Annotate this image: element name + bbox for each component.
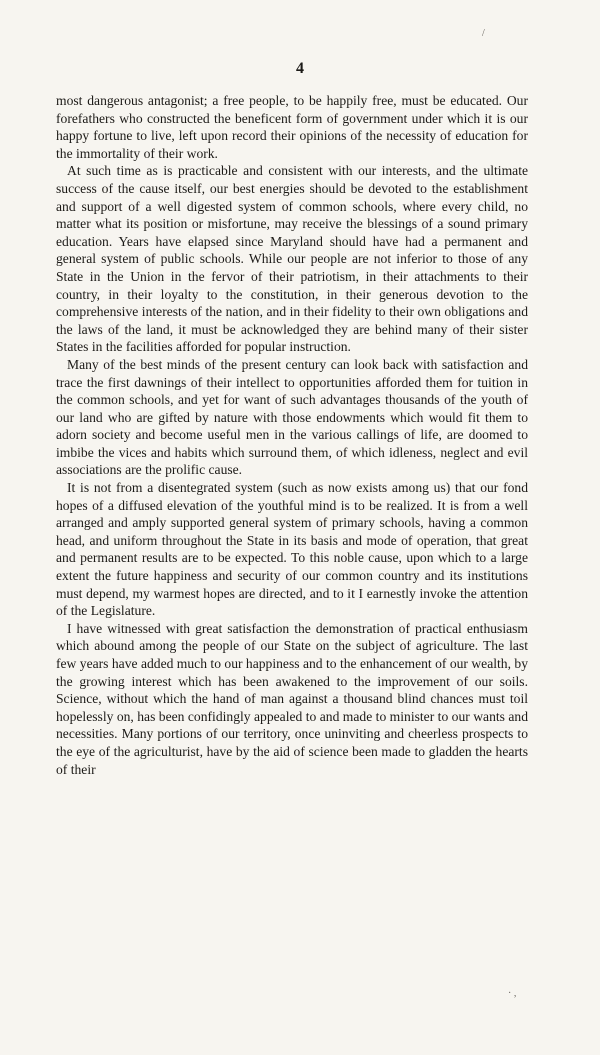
paragraph-5: I have witnessed with great satisfaction the demonstration of practical enthusiasm which abound among the people of our State on the subject of agriculture. The last few years have added much to our happiness and to the enhancement of our wealth, by the growing interest which has been awakened to the improvement of our soils. Science, without which the hand of man against a thousand blind chances must toil hopelessly on, has been confidingly appealed to and made to minister to our wants and necessities. Many portions of our territory, once uninviting and cheerless prospects to the eye of the agriculturist, have by the aid of science been made to gladden the hearts of their bbox=[56, 620, 528, 777]
body-text bbox=[56, 92, 528, 778]
paragraph-1: most dangerous antagonist; a free people, to be happily free, must be educated. Our forefathers who constructed the beneficent form of government under which it is our happy fortune to live, left upon record their opinions of the necessity of education for the immortality of their work. bbox=[56, 93, 528, 161]
page-number: 4 bbox=[296, 60, 304, 77]
paragraph-3: Many of the best minds of the present century can look back with satisfaction and trace the first dawnings of their intellect to opportunities afforded them for tuition in the common schools, and yet for want of such advantages thousands of the youth of our land who are gifted by nature with those endowments which would fit them to adorn society and become useful men in the various callings of life, are doomed to imbibe the vices and habits which surround them, of which idleness, neglect and evil associations are the prolific cause. bbox=[56, 356, 528, 478]
margin-mark-top: / bbox=[482, 28, 485, 39]
paragraph-4: It is not from a disentegrated system (such as now exists among us) that our fond hopes of a diffused elevation of the youthful mind is to be realized. It is from a well arranged and amply supported general system of primary schools, having a common head, and uniform throughout the State in its basis and mode of operation, that great and permanent results are to be expected. To this noble cause, upon which to a large extent the future happiness and security of our common country and its institutions must depend, my warmest hopes are directed, and to it I earnestly invoke the attention of the Legislature. bbox=[56, 480, 528, 619]
margin-mark-bottom: · , bbox=[508, 988, 517, 999]
paragraph-2: At such time as is practicable and consistent with our interests, and the ultimate success of the cause itself, our best energies should be devoted to the establishment and support of a well digested system of common schools, where every child, no matter what its position or misfortune, may receive the blessings of a sound primary education. Years have elapsed since Maryland should have had a permanent and general system of public schools. While our people are not inferior to those of any State in the Union in the fervor of their patriotism, in their attachments to their country, in their loyalty to the constitution, in their generous devotion to the comprehensive interests of the nation, and in their fidelity to their own obligations and the laws of the land, it must be acknowledged they are behind many of their sister States in the facilities afforded for popular instruction. bbox=[56, 163, 528, 355]
